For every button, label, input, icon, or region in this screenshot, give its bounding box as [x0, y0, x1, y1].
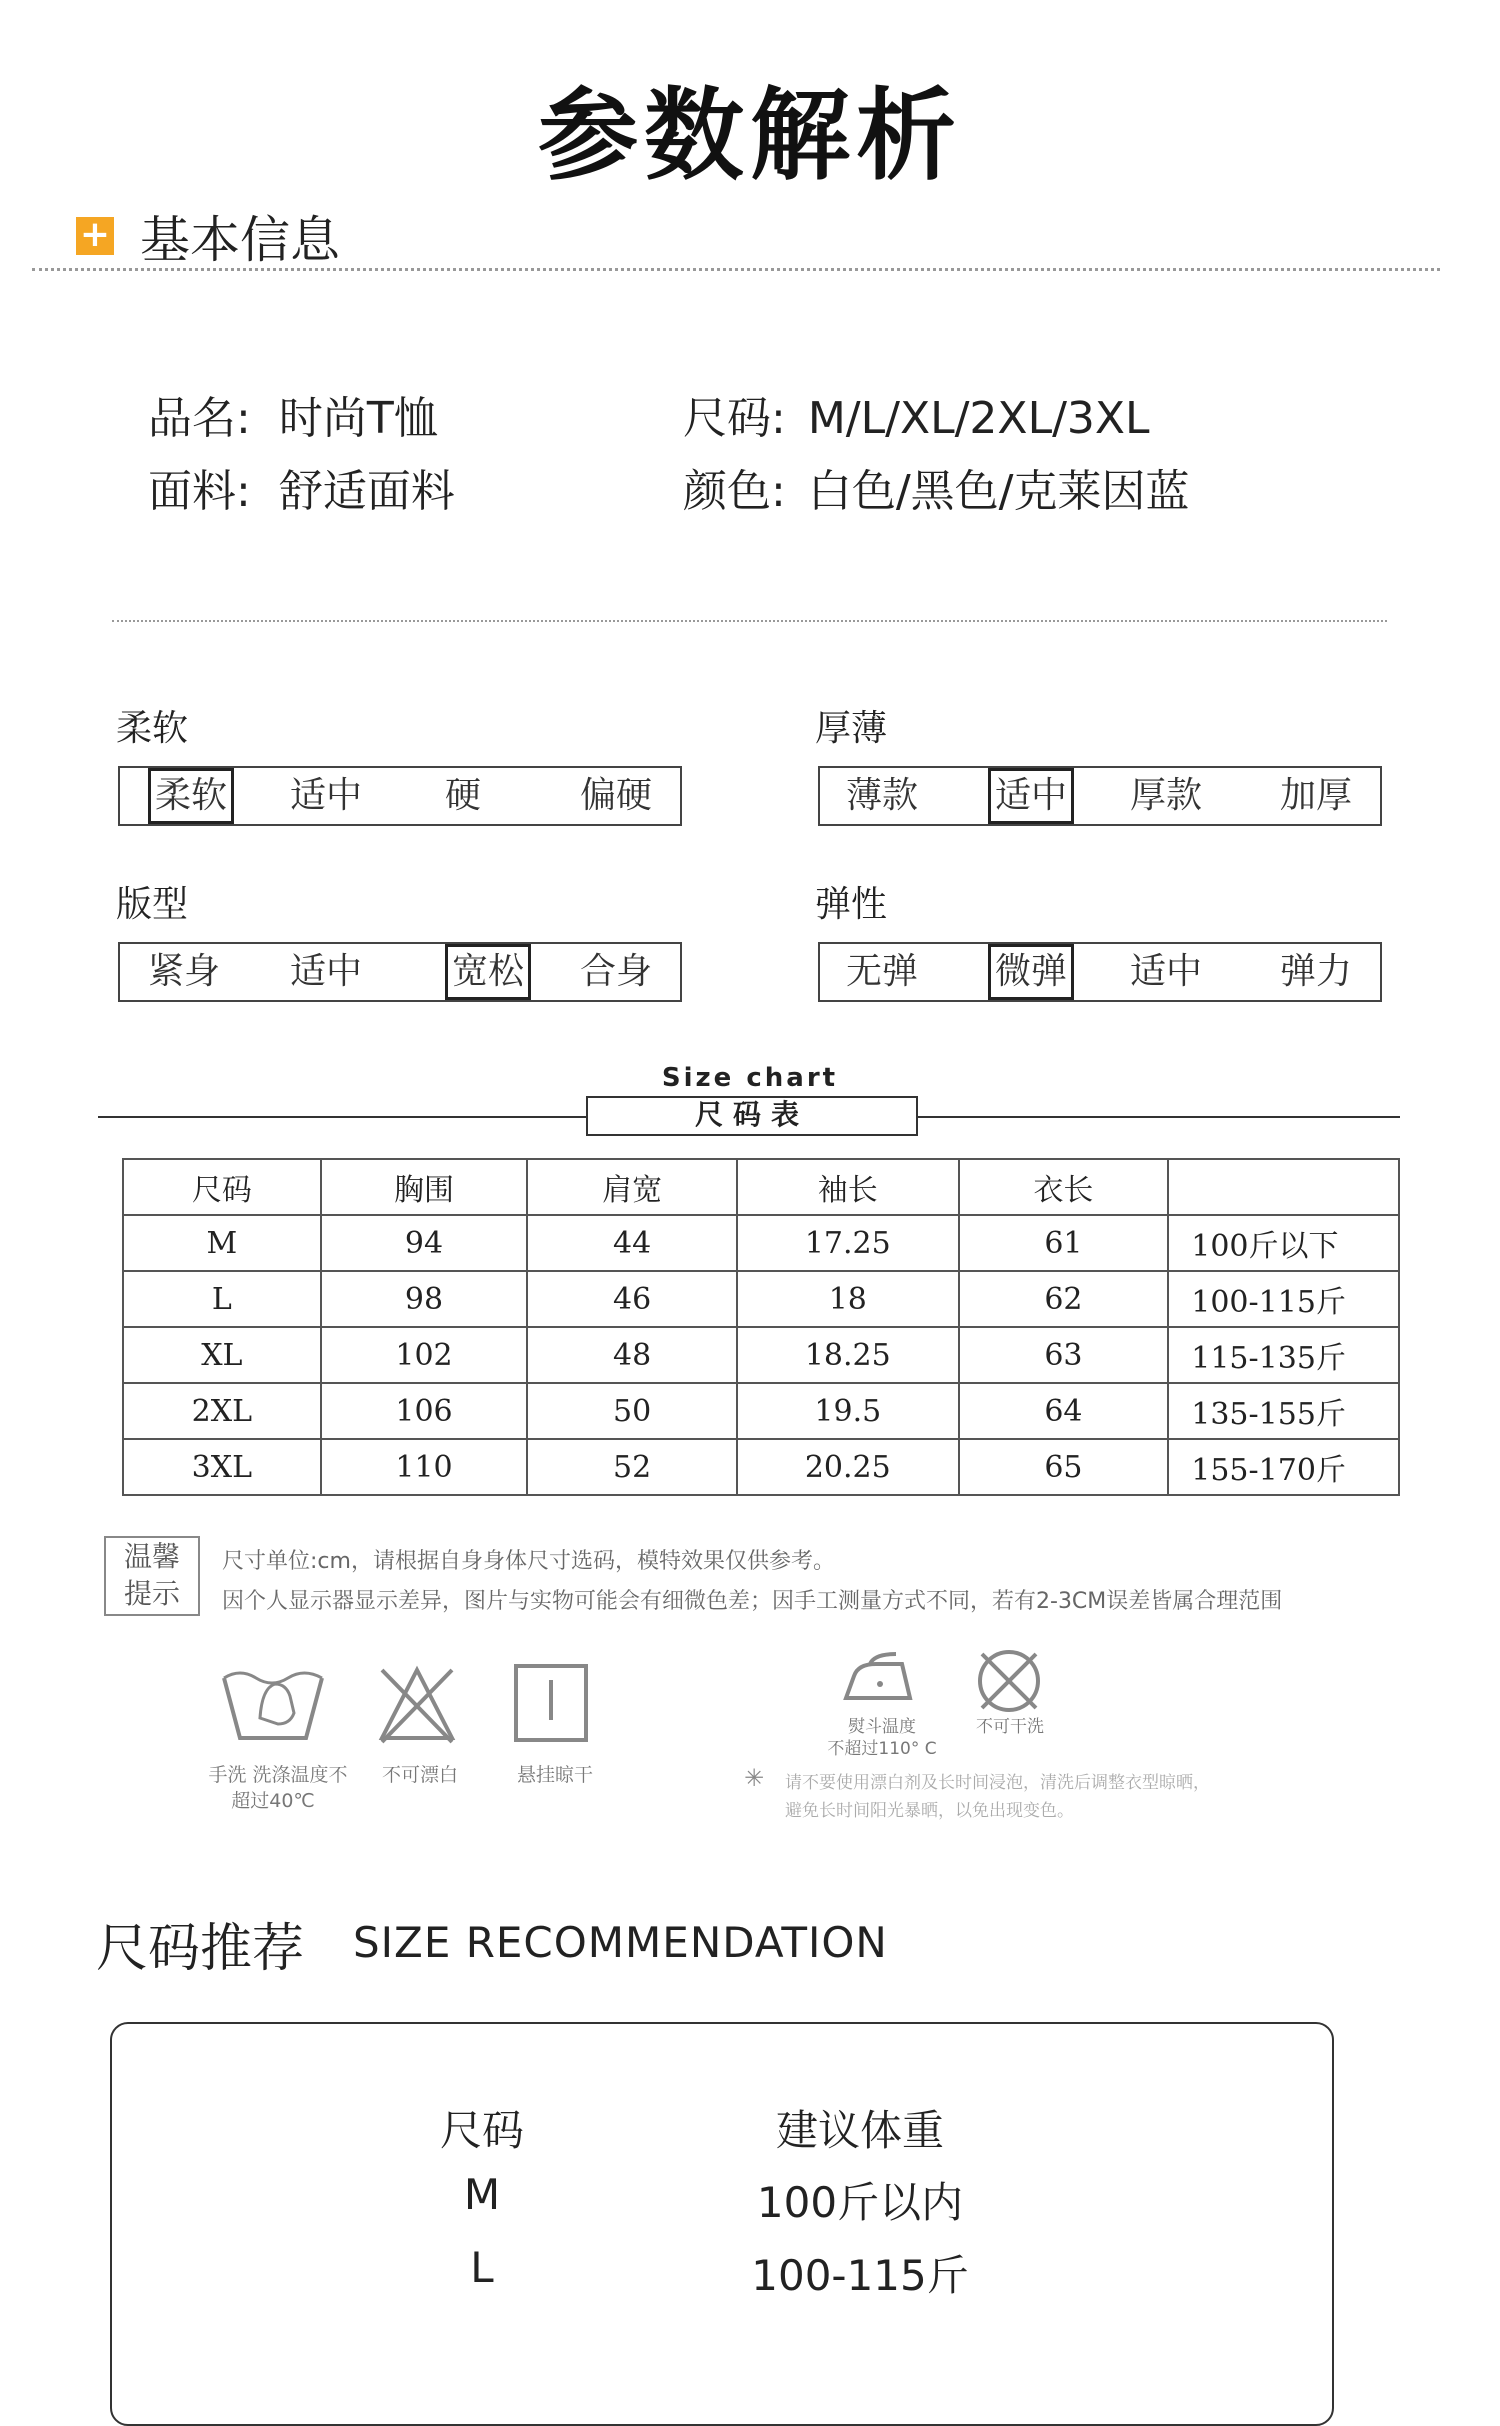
table-cell: 44 — [527, 1215, 737, 1271]
attribute-label: 版型 — [116, 884, 189, 925]
table-cell: L — [123, 1271, 321, 1327]
handwash-icon — [220, 1658, 326, 1748]
table-cell: 62 — [959, 1271, 1169, 1327]
table-header-cell: 尺码 — [123, 1159, 321, 1215]
info-size — [683, 382, 1150, 446]
table-cell: 98 — [321, 1271, 528, 1327]
attribute-label: 柔软 — [116, 708, 189, 749]
fabric-value: 舒适面料 — [278, 466, 455, 517]
color-value: 白色/黑色/克莱因蓝 — [807, 466, 1190, 517]
recommendation-title-en: SIZE RECOMMENDATION — [353, 1918, 888, 1967]
attribute-option: 硬 — [445, 775, 482, 816]
attribute-scale — [118, 942, 682, 1002]
attribute-option: 厚款 — [1130, 775, 1203, 816]
table-cell: 110 — [321, 1439, 528, 1495]
hang-dry-icon — [512, 1662, 590, 1744]
no-dryclean-icon — [974, 1646, 1044, 1716]
iron-label-1: 熨斗温度 — [848, 1717, 916, 1737]
attribute-option: 适中 — [290, 775, 363, 816]
table-cell: 135-155斤 — [1168, 1383, 1399, 1439]
attribute-option-selected: 适中 — [988, 768, 1074, 824]
attribute-option: 薄款 — [846, 775, 919, 816]
table-cell: M — [123, 1215, 321, 1271]
attribute-option-selected: 柔软 — [148, 768, 234, 824]
hang-dry-label: 悬挂晾干 — [516, 1764, 593, 1786]
table-cell: 100-115斤 — [1168, 1271, 1399, 1327]
tips-line1: 尺寸单位:cm，请根据自身身体尺寸选码，模特效果仅供参考。 — [222, 1549, 835, 1574]
attribute-option: 偏硬 — [580, 775, 653, 816]
tips-label-line1: 温馨 — [123, 1540, 180, 1573]
table-row — [123, 1439, 1399, 1495]
table-cell: 115-135斤 — [1168, 1327, 1399, 1383]
attribute-option: 弹力 — [1280, 951, 1353, 992]
table-cell: 48 — [527, 1327, 737, 1383]
care-note-2: 避免长时间阳光暴晒，以免出现变色。 — [785, 1801, 1074, 1821]
attribute-option-selected: 宽松 — [445, 944, 531, 1000]
table-header-cell — [1168, 1159, 1399, 1215]
table-cell: 2XL — [123, 1383, 321, 1439]
size-value: M/L/XL/2XL/3XL — [807, 393, 1150, 444]
fabric-label: 面料: — [148, 466, 251, 517]
size-chart-title-en: Size chart — [661, 1063, 839, 1093]
table-row — [123, 1383, 1399, 1439]
table-cell: 17.25 — [737, 1215, 959, 1271]
table-cell: 19.5 — [737, 1383, 959, 1439]
attribute-scale — [118, 766, 682, 826]
recommendation-cell: 100-115斤 — [751, 2251, 969, 2300]
table-row — [123, 1215, 1399, 1271]
attribute-scale — [818, 766, 1382, 826]
table-header-cell: 胸围 — [321, 1159, 528, 1215]
no-bleach-label: 不可漂白 — [381, 1764, 458, 1786]
table-cell: 106 — [321, 1383, 528, 1439]
table-cell: XL — [123, 1327, 321, 1383]
attribute-option: 加厚 — [1280, 775, 1353, 816]
divider — [112, 620, 1387, 622]
table-cell: 155-170斤 — [1168, 1439, 1399, 1495]
recommendation-title: 尺码推荐 — [96, 1919, 305, 1979]
page-title: 参数解析 — [538, 77, 962, 194]
size-chart-table — [122, 1158, 1400, 1496]
recommendation-cell: 100斤以内 — [756, 2178, 964, 2227]
name-value: 时尚T恤 — [278, 393, 438, 444]
attribute-option: 合身 — [580, 951, 653, 992]
table-header-cell: 肩宽 — [527, 1159, 737, 1215]
tips-label — [104, 1536, 200, 1616]
info-name — [148, 382, 438, 446]
basic-info-header — [76, 200, 340, 272]
tips-line2: 因个人显示器显示差异，图片与实物可能会有细微色差；因手工测量方式不同，若有2-3CM误差皆属合理范围 — [222, 1589, 1283, 1614]
table-cell: 61 — [959, 1215, 1169, 1271]
table-cell: 52 — [527, 1439, 737, 1495]
recommendation-cell: L — [470, 2243, 494, 2292]
no-dryclean-label: 不可干洗 — [976, 1717, 1044, 1737]
table-cell: 50 — [527, 1383, 737, 1439]
tips-label-line2: 提示 — [123, 1577, 180, 1610]
table-row — [123, 1271, 1399, 1327]
attribute-option: 适中 — [1130, 951, 1203, 992]
table-header-cell: 袖长 — [737, 1159, 959, 1215]
color-label: 颜色: — [683, 466, 786, 517]
attribute-scale — [818, 942, 1382, 1002]
attribute-label: 厚薄 — [815, 708, 888, 749]
table-cell: 18 — [737, 1271, 959, 1327]
table-cell: 64 — [959, 1383, 1169, 1439]
table-cell: 20.25 — [737, 1439, 959, 1495]
asterisk-icon: ✳ — [744, 1764, 765, 1792]
care-note-1: 请不要使用漂白剂及长时间浸泡，清洗后调整衣型晾晒， — [785, 1773, 1210, 1793]
size-chart-title-cn: 尺码表 — [586, 1096, 918, 1136]
no-bleach-icon — [376, 1664, 458, 1744]
table-cell: 65 — [959, 1439, 1169, 1495]
table-header-cell: 衣长 — [959, 1159, 1169, 1215]
info-color — [683, 455, 1189, 519]
size-label: 尺码: — [683, 393, 786, 444]
table-row — [123, 1327, 1399, 1383]
table-header-row — [123, 1159, 1399, 1215]
attribute-option-selected: 微弹 — [988, 944, 1074, 1000]
plus-icon: + — [76, 217, 114, 255]
recommendation-header-cell: 尺码 — [439, 2106, 524, 2155]
table-cell: 102 — [321, 1327, 528, 1383]
section-label: 基本信息 — [140, 211, 340, 269]
table-cell: 3XL — [123, 1439, 321, 1495]
handwash-label-2: 超过40℃ — [231, 1790, 315, 1812]
recommendation-header-cell: 建议体重 — [775, 2106, 944, 2155]
table-cell: 46 — [527, 1271, 737, 1327]
attribute-option: 无弹 — [846, 951, 919, 992]
iron-label-2: 不超过110° C — [827, 1739, 937, 1759]
table-cell: 94 — [321, 1215, 528, 1271]
attribute-label: 弹性 — [815, 884, 888, 925]
iron-icon — [840, 1650, 920, 1706]
handwash-label-1: 手洗 洗涤温度不 — [208, 1764, 348, 1786]
attribute-option: 适中 — [290, 951, 363, 992]
table-cell: 63 — [959, 1327, 1169, 1383]
divider — [32, 268, 1440, 271]
table-cell: 18.25 — [737, 1327, 959, 1383]
table-cell: 100斤以下 — [1168, 1215, 1399, 1271]
recommendation-cell: M — [463, 2170, 501, 2219]
info-fabric — [148, 455, 455, 519]
name-label: 品名: — [148, 393, 251, 444]
attribute-option: 紧身 — [148, 951, 221, 992]
